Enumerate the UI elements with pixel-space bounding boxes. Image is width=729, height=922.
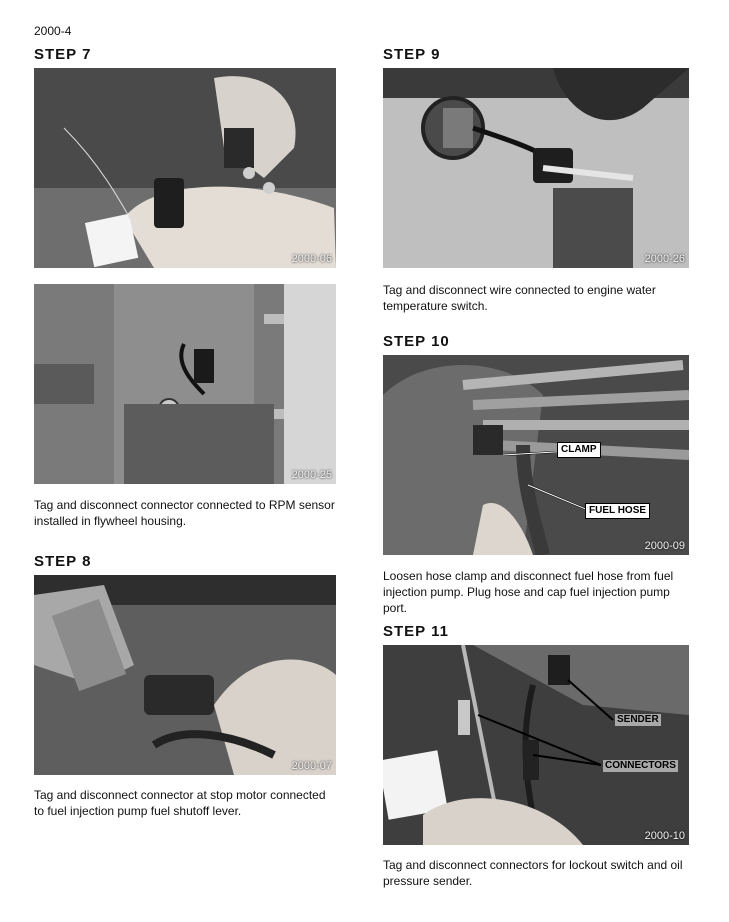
step-8-title: STEP 8	[34, 553, 92, 570]
figure-number: 2000-09	[644, 540, 685, 552]
figure-number: 2000-10	[644, 830, 685, 842]
callout-sender: SENDER	[617, 714, 659, 725]
step-9-title: STEP 9	[383, 46, 441, 63]
stop-motor-connector-illustration	[34, 575, 336, 775]
figure-number: 2000-25	[291, 469, 332, 481]
step-10-title: STEP 10	[383, 333, 450, 350]
figure-number: 2000-26	[644, 253, 685, 265]
rpm-sensor-illustration	[34, 284, 336, 484]
step-7-title: STEP 7	[34, 46, 92, 63]
hand-connector-illustration	[34, 68, 336, 268]
step-7-caption: Tag and disconnect connector connected to RPM sensor installed in flywheel housing.	[34, 498, 335, 528]
callout-clamp: CLAMP	[557, 442, 601, 458]
fuel-hose-clamp-illustration	[383, 355, 689, 555]
step-9-caption: Tag and disconnect wire connected to engine water temperature switch.	[383, 283, 656, 313]
step-9-photo	[383, 68, 689, 268]
callout-fuel-hose: FUEL HOSE	[585, 503, 650, 519]
step-10-photo	[383, 355, 689, 555]
step-7-photo-2	[34, 284, 336, 484]
step-8-photo	[34, 575, 336, 775]
step-10-caption: Loosen hose clamp and disconnect fuel hose from fuel injection pump. Plug hose and cap fuel injection pump port.	[383, 569, 674, 615]
page-number: 2000-4	[34, 24, 72, 38]
step-8-caption: Tag and disconnect connector at stop motor connected to fuel injection pump fuel shutoff lever.	[34, 788, 326, 818]
step-11-caption: Tag and disconnect connectors for lockout switch and oil pressure sender.	[383, 858, 683, 888]
sender-connectors-illustration	[383, 645, 689, 845]
callout-connectors: CONNECTORS	[605, 760, 676, 771]
step-11-title: STEP 11	[383, 623, 449, 640]
temperature-switch-illustration	[383, 68, 689, 268]
step-7-photo-1	[34, 68, 336, 268]
step-11-photo	[383, 645, 689, 845]
figure-number: 2000-07	[291, 760, 332, 772]
figure-number: 2000-06	[291, 253, 332, 265]
